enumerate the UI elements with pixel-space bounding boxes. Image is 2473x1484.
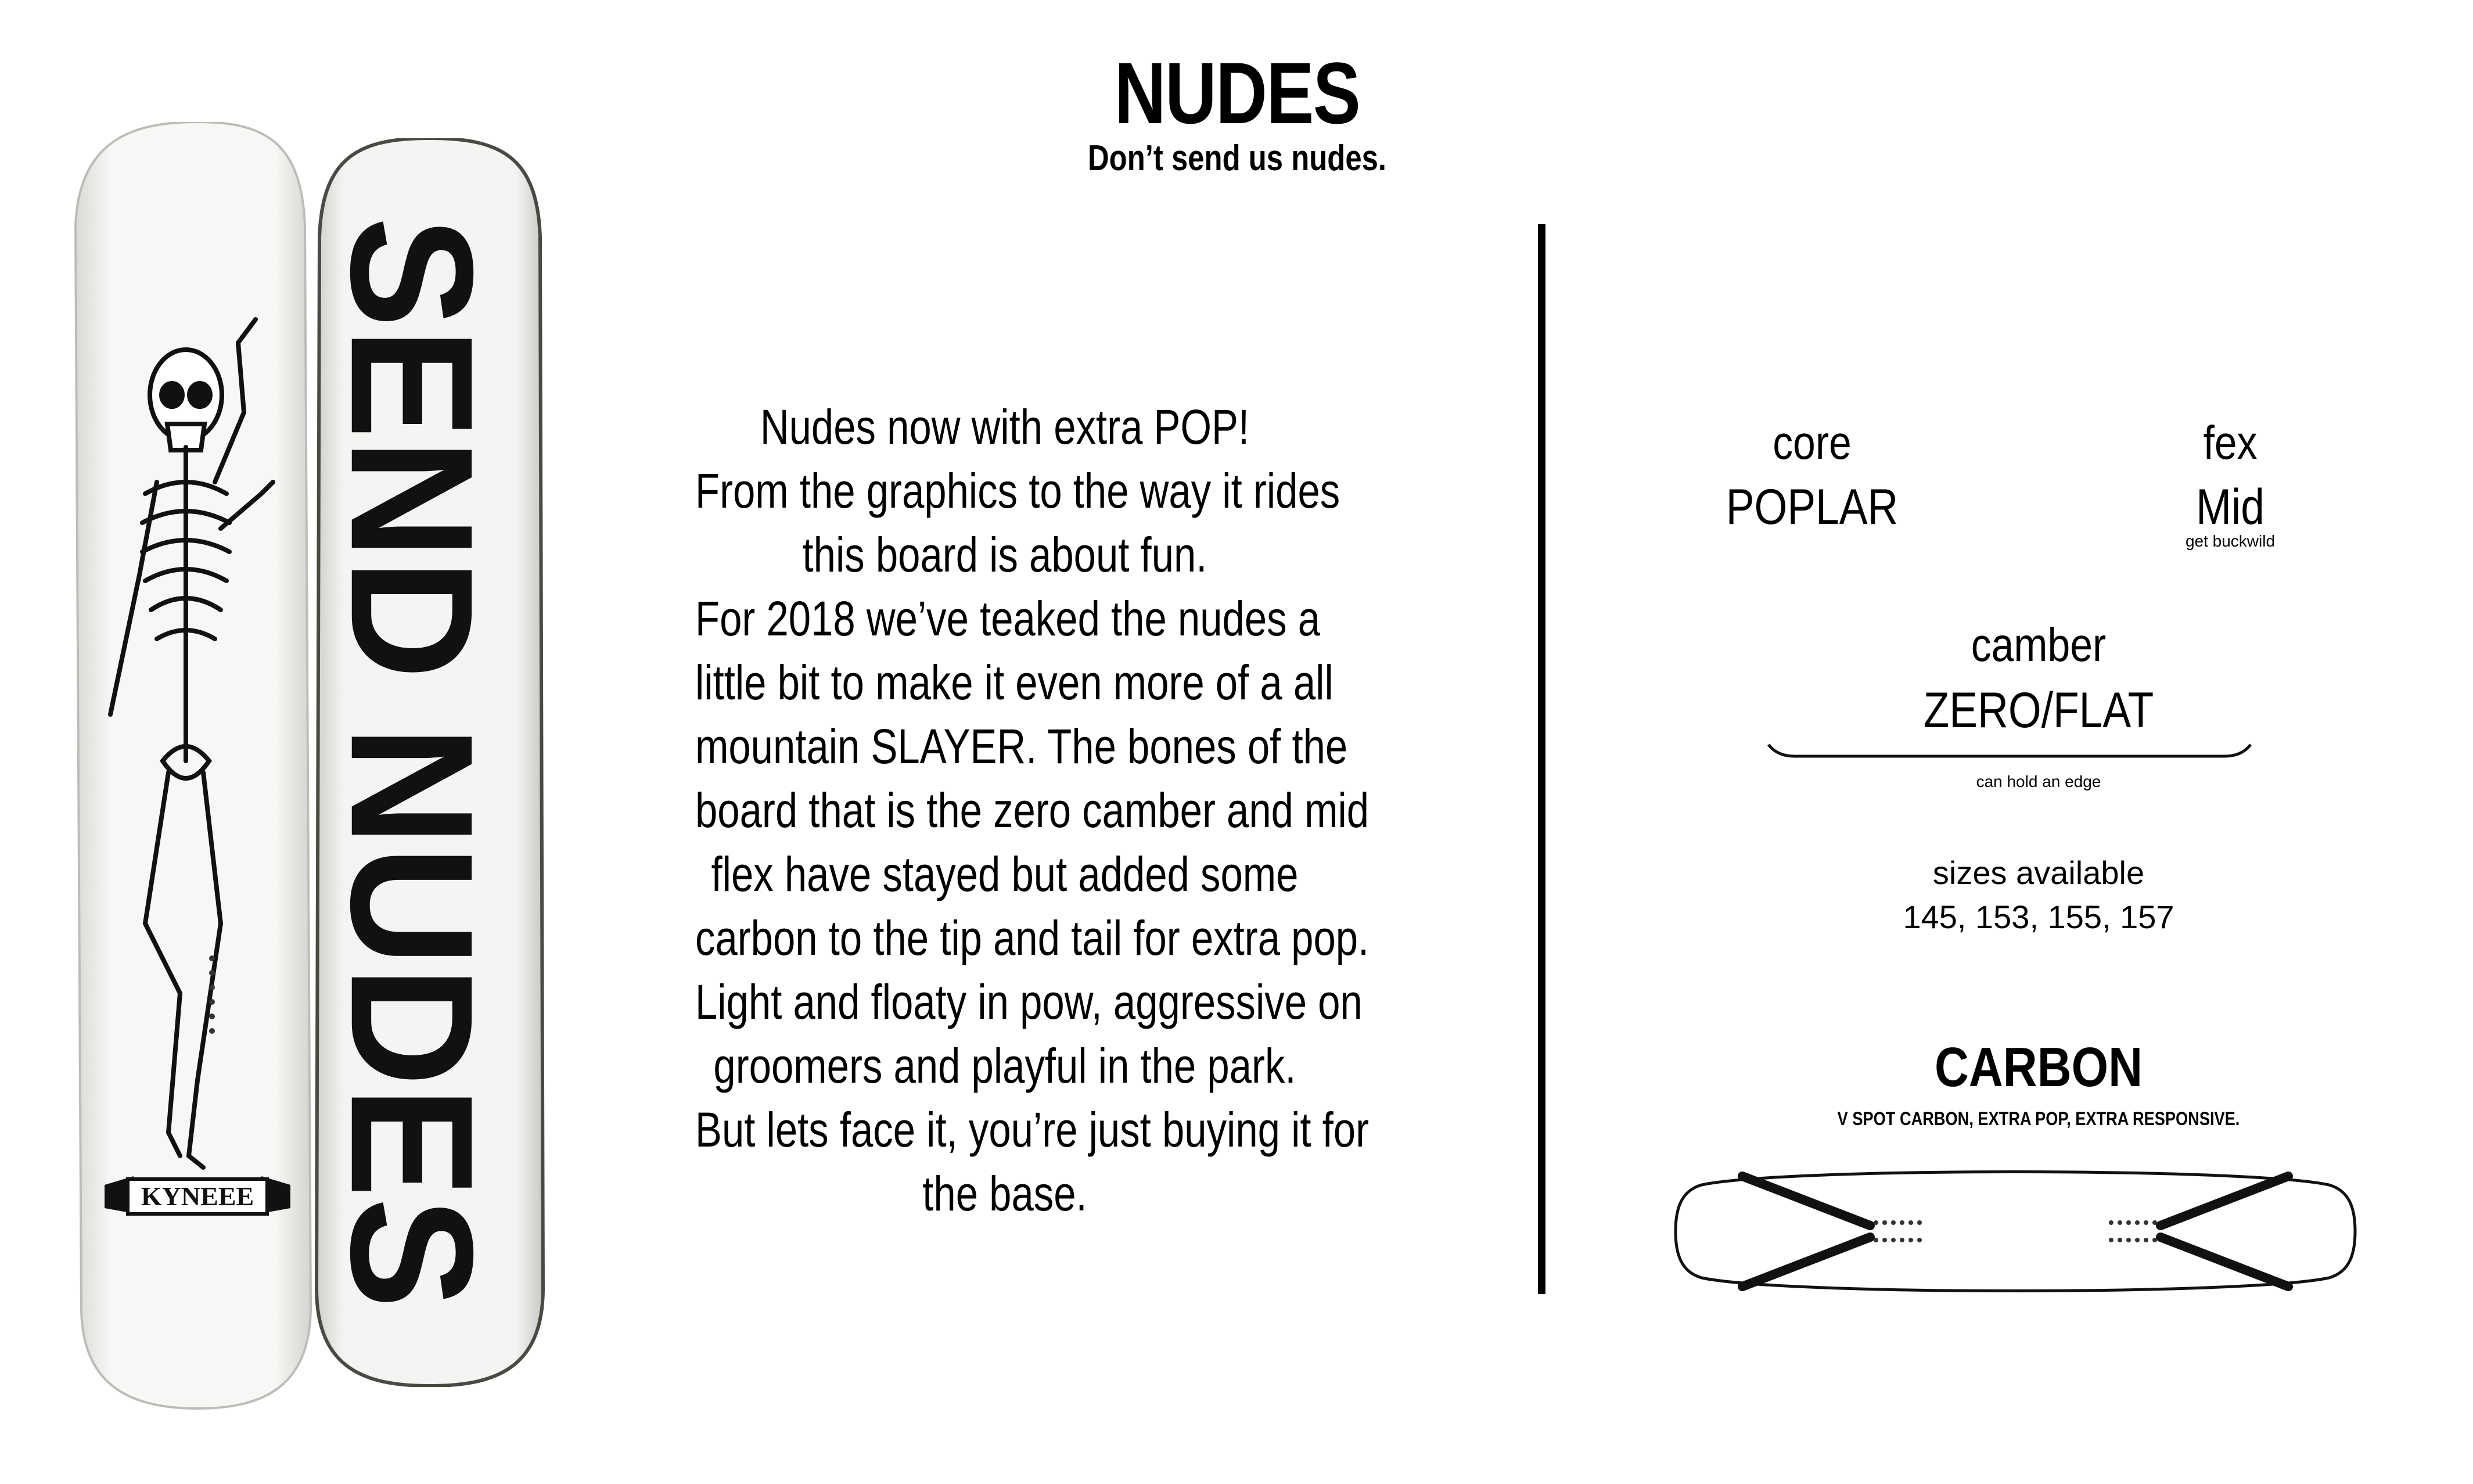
camber-note: can hold an edge — [1976, 772, 2101, 790]
flex-value: Mid — [2196, 479, 2264, 535]
sizes-value: 145, 153, 155, 157 — [1903, 899, 2174, 935]
core-value: POPLAR — [1726, 479, 1899, 535]
carbon-layout-diagram — [1667, 1162, 2364, 1301]
description-line: Nudes now with extra POP! — [760, 400, 1250, 454]
topsheet-board-image — [70, 122, 325, 1411]
description-line: flex have stayed but added some — [711, 847, 1299, 901]
core-label: core — [1773, 416, 1852, 469]
description-line: But lets face it, you’re just buying it for — [695, 1102, 1370, 1157]
description-line: board that is the zero camber and mid — [695, 783, 1370, 838]
description-line: carbon to the tip and tail for extra pop. — [695, 911, 1370, 965]
description-line: the base. — [922, 1166, 1087, 1221]
camber-value: ZERO/FLAT — [1923, 682, 2154, 738]
page-subtitle: Don’t send us nudes. — [1087, 138, 1387, 178]
name-banner — [105, 1176, 290, 1214]
product-description — [627, 395, 1382, 1226]
description-line: From the graphics to the way it rides — [695, 463, 1340, 518]
flex-note: get buckwild — [2185, 532, 2276, 550]
camber-label: camber — [1971, 619, 2107, 671]
sizes-label: sizes available — [1932, 854, 2145, 891]
base-graphic-text: SEND NUDES — [314, 217, 510, 1359]
description-line: Light and floaty in pow, aggressive on — [695, 975, 1363, 1029]
banner-text: KYNEEE — [141, 1181, 254, 1211]
description-line: mountain SLAYER. The bones of the — [695, 719, 1348, 774]
carbon-title: CARBON — [1934, 1036, 2143, 1098]
carbon-note: V SPOT CARBON, EXTRA POP, EXTRA RESPONSIVE. — [1837, 1108, 2240, 1129]
description-line: For 2018 we’ve teaked the nudes a — [695, 591, 1321, 646]
flex-label: fex — [2203, 416, 2258, 469]
vertical-divider — [1538, 224, 1545, 1294]
base-board-image — [302, 138, 558, 1387]
camber-profile-icon — [1766, 738, 2253, 767]
description-line: this board is about fun. — [802, 527, 1207, 582]
description-line: groomers and playful in the park. — [713, 1039, 1296, 1093]
page-title: NUDES — [1114, 44, 1360, 142]
description-line: little bit to make it even more of a all — [695, 655, 1333, 710]
